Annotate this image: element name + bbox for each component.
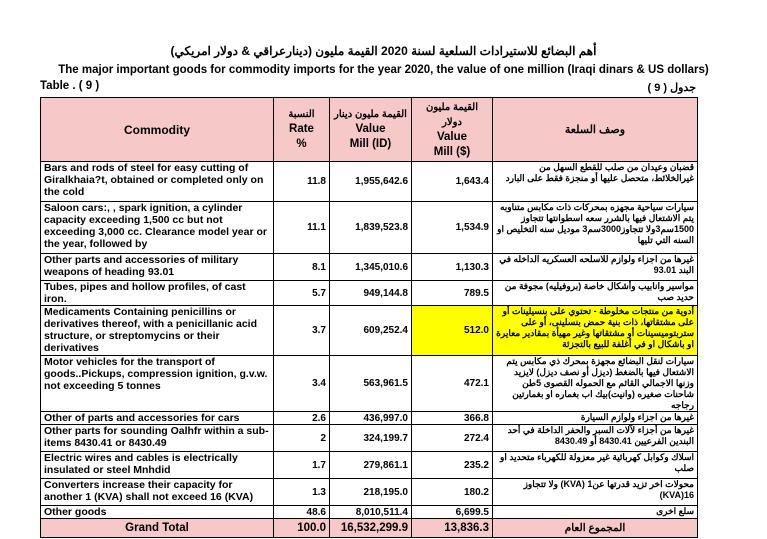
table-row [41, 452, 698, 479]
cell-description-ar: اسلاك وكوابل كهربائية غير معزولة للكهرباء متحديد او صلب [493, 452, 698, 479]
cell-value-id: 949,144.8 [330, 281, 412, 306]
cell-rate: 11.1 [274, 202, 330, 254]
cell-rate: 8.1 [274, 254, 330, 281]
header-value-id [330, 98, 412, 162]
table-label-arabic: جدول ( 9 ) [647, 82, 696, 94]
header-description-ar: وصف السلعة [493, 98, 698, 162]
cell-value-id: 1,839,523.8 [330, 202, 412, 254]
header-row [41, 98, 698, 162]
cell-value-id: 8,010,511.4 [330, 506, 412, 519]
cell-description-ar: سيارات لنقل البضائع مجهزة بمحرك ذي مكابس يتم الاشتعال فيها بالضغط (ديزل أو نصف ديزل) لايزيد وزنها الاجمالي القائم مع الحموله القصوى 5طن شاحنات صغيره (وانيت)بيك اب بغماره او بغمارتين رجاجه [493, 356, 698, 412]
grand-total-label-ar: المجموع العام [493, 519, 698, 538]
cell-description-ar: قضبان وعيدان من صلب للقطع السهل من غيرالخلائط، متحصل عليها أو منجزة فقط على البارد [493, 162, 698, 202]
cell-commodity: Converters increase their capacity for another 1 (KVA) shall not exceed 16 (KVA) [41, 479, 274, 506]
table-row [41, 412, 698, 425]
cell-value-usd: 1,643.4 [412, 162, 493, 202]
cell-description-ar: غيرها من اجزاء ولوازم للاسلحه العسكريه الداخله في البند 93.01 [493, 254, 698, 281]
cell-commodity: Other parts for sounding Oalhfr within a sub-items 8430.41 or 8430.49 [41, 425, 274, 452]
header-value-id-unit: Mill (ID) [349, 138, 392, 150]
cell-value-usd: 472.1 [412, 356, 493, 412]
cell-value-id: 436,997.0 [330, 412, 412, 425]
cell-commodity: Other goods [41, 506, 274, 519]
cell-value-id: 279,861.1 [330, 452, 412, 479]
cell-value-id: 1,345,010.6 [330, 254, 412, 281]
cell-value-usd: 6,699.5 [412, 506, 493, 519]
cell-rate: 1.7 [274, 452, 330, 479]
cell-commodity: Saloon cars:, , spark ignition, a cylinder capacity exceeding 1,500 cc but not exceeding 3,000 cc. Clearance model year or the year, followed by [41, 202, 274, 254]
cell-rate: 3.4 [274, 356, 330, 412]
cell-description-ar: غيرها من اجزاء ولوازم السيارة [493, 412, 698, 425]
cell-description-ar: مواسير وانابيب وأشكال خاصة (بروفيليه) مجوفة من حديد صب [493, 281, 698, 306]
cell-commodity: Bars and rods of steel for easy cutting of Giralkhaia?t, obtained or completed only on the cold [41, 162, 274, 202]
table-row-highlighted [41, 306, 698, 356]
header-value-id-en: Value [355, 123, 386, 135]
cell-value-id: 563,961.5 [330, 356, 412, 412]
cell-value-id: 1,955,642.6 [330, 162, 412, 202]
header-value-usd-ar: القيمة مليون دولار [425, 101, 479, 128]
cell-commodity: Motor vehicles for the transport of goods..Pickups, compression ignition, g.v.w. not exceeding 5 tonnes [41, 356, 274, 412]
title-arabic: أهم البضائع للاستيرادات السلعية لسنة 2020 القيمة مليون (دينارعراقي & دولار امريكي) [170, 44, 597, 58]
cell-commodity: Tubes, pipes and hollow profiles, of cast iron. [41, 281, 274, 306]
grand-total-row [41, 519, 698, 538]
cell-description-ar: غيرها من أجزاء لآلات السبر والحفر الداخلة في أحد البندين الفرعيين 8430.41 أو 8430.49 [493, 425, 698, 452]
commodity-imports-table [40, 97, 698, 538]
grand-total-label: Grand Total [41, 519, 274, 538]
cell-description-ar: محولات اخر تزيد قدرتها عن1 (KVA) ولا تتجاوز 16(KVA) [493, 479, 698, 506]
table-row [41, 479, 698, 506]
header-rate [274, 98, 330, 162]
header-value-usd-en: Value [436, 130, 468, 143]
title-english: The major important goods for commodity imports for the year 2020, the value of one million (Iraqi dinars & US dollars) [58, 64, 709, 76]
cell-value-id: 218,195.0 [330, 479, 412, 506]
cell-value-usd: 366.8 [412, 412, 493, 425]
cell-commodity: Electric wires and cables is electrically insulated or steel Mnhdid [41, 452, 274, 479]
header-rate-unit: % [296, 138, 307, 150]
cell-rate: 48.6 [274, 506, 330, 519]
header-value-usd-unit: Mill ($) [433, 145, 471, 158]
cell-description-ar: أدوية من منتجات مخلوطة - تحتوي على بنسيلينات أو على مشتقاتها، ذات بنية حمض بنسلينى، أو على ستربتوميسينات أو مشتقاتها وغير مهيأة بمقادير معايرة او باشكال او في أغلفة للبيع بالتجزئة [493, 306, 698, 356]
cell-rate: 1.3 [274, 479, 330, 506]
header-rate-ar: النسبة [288, 109, 315, 120]
grand-total-value-usd: 13,836.3 [412, 519, 493, 538]
table-row [41, 254, 698, 281]
table-row [41, 425, 698, 452]
header-commodity: Commodity [41, 98, 274, 162]
cell-rate: 5.7 [274, 281, 330, 306]
cell-value-usd: 272.4 [412, 425, 493, 452]
cell-rate: 3.7 [274, 306, 330, 356]
grand-total-value-id: 16,532,299.9 [330, 519, 412, 538]
cell-value-usd: 789.5 [412, 281, 493, 306]
table-row [41, 281, 698, 306]
cell-rate: 2.6 [274, 412, 330, 425]
cell-commodity: Other parts and accessories of military weapons of heading 93.01 [41, 254, 274, 281]
table-row [41, 506, 698, 519]
cell-description-ar: سيارات سياحية مجهزه بمحركات ذات مكابس متناوبه يتم الاشتعال فيها بالشرر سعه اسطوانتها تتجاوز 1500سم3ولا تتجاوز3000سم3 موديل سنه التخليص او السنه التي تليها [493, 202, 698, 254]
header-value-usd [412, 98, 493, 162]
grand-total-rate: 100.0 [274, 519, 330, 538]
table-row [41, 202, 698, 254]
cell-value-usd: 180.2 [412, 479, 493, 506]
cell-rate: 11.8 [274, 162, 330, 202]
table-row [41, 356, 698, 412]
table-label-english: Table . ( 9 ) [40, 80, 100, 92]
cell-value-usd: 235.2 [412, 452, 493, 479]
cell-value-usd: 1,130.3 [412, 254, 493, 281]
cell-value-id: 609,252.4 [330, 306, 412, 356]
cell-commodity: Medicaments Containing penicillins or derivatives thereof, with a penicillanic acid structure, or streptomycins or their derivatives [41, 306, 274, 356]
cell-value-id: 324,199.7 [330, 425, 412, 452]
header-rate-en: Rate [289, 123, 314, 135]
header-value-id-ar: القيمة مليون دينار [334, 109, 407, 120]
cell-rate: 2 [274, 425, 330, 452]
cell-description-ar: سلع اخرى [493, 506, 698, 519]
cell-value-usd: 1,534.9 [412, 202, 493, 254]
cell-commodity: Other of parts and accessories for cars [41, 412, 274, 425]
table-row [41, 162, 698, 202]
cell-value-usd: 512.0 [412, 306, 493, 356]
